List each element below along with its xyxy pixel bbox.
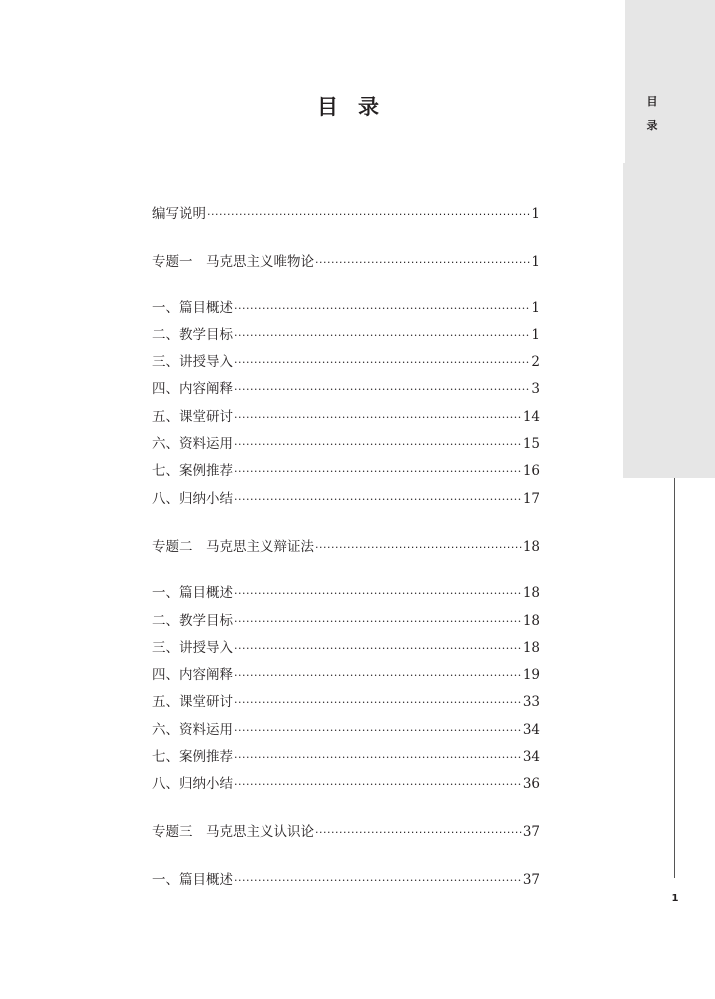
toc-dot-leader — [315, 253, 530, 273]
toc-dot-leader — [234, 721, 522, 741]
toc-dot-leader — [234, 435, 522, 455]
toc-dot-leader — [234, 748, 522, 768]
toc-entry[interactable] — [152, 665, 540, 685]
toc-dot-leader — [315, 823, 522, 843]
toc-entry[interactable] — [152, 352, 540, 372]
toc-entry-page: 14 — [522, 409, 540, 425]
toc-entry-label: 专题一 马克思主义唯物论 — [152, 254, 314, 270]
toc-entry[interactable] — [152, 298, 540, 318]
toc-dot-leader — [234, 326, 530, 346]
toc-entry-label: 编写说明 — [152, 206, 206, 222]
toc-entry[interactable] — [152, 489, 540, 509]
toc-entry[interactable] — [152, 537, 540, 557]
toc-entry-page: 18 — [522, 640, 540, 656]
toc-entry-label: 八、归纳小结 — [152, 776, 233, 792]
toc-entry-label: 专题三 马克思主义认识论 — [152, 824, 314, 840]
toc-dot-leader — [234, 380, 530, 400]
toc-dot-leader — [234, 299, 530, 319]
toc-entry-page: 19 — [522, 667, 540, 683]
toc-entry[interactable] — [152, 583, 540, 603]
toc-entry-page: 1 — [531, 300, 540, 316]
toc-entry-page: 18 — [522, 585, 540, 601]
margin-rule — [674, 478, 675, 878]
toc-dot-leader — [234, 639, 522, 659]
toc-entry-label: 四、内容阐释 — [152, 667, 233, 683]
toc-dot-leader — [234, 490, 522, 510]
toc-entry-page: 1 — [531, 206, 540, 222]
toc-entry[interactable] — [152, 325, 540, 345]
toc-entry-page: 1 — [531, 254, 540, 270]
toc-entry[interactable] — [152, 204, 540, 224]
toc-entry-label: 六、资料运用 — [152, 722, 233, 738]
toc-dot-leader — [234, 871, 522, 891]
toc-entry-page: 34 — [522, 722, 540, 738]
toc-dot-leader — [234, 408, 522, 428]
toc-entry[interactable] — [152, 252, 540, 272]
toc-entry-label: 五、课堂研讨 — [152, 409, 233, 425]
toc-title: 目录 — [317, 94, 399, 119]
toc-dot-leader — [234, 353, 530, 373]
toc-entry-label: 专题二 马克思主义辩证法 — [152, 539, 314, 555]
side-tab-label-char-1: 目 — [646, 95, 658, 108]
toc-entry-label: 八、归纳小结 — [152, 491, 233, 507]
side-tab — [623, 0, 715, 478]
toc-entry[interactable] — [152, 407, 540, 427]
toc-entry-label: 七、案例推荐 — [152, 749, 233, 765]
side-tab-edge — [623, 0, 625, 163]
toc-entry-label: 七、案例推荐 — [152, 463, 233, 479]
page-number: 1 — [671, 893, 679, 904]
toc-dot-leader — [234, 612, 522, 632]
toc-entry[interactable] — [152, 461, 540, 481]
toc-entry-label: 二、教学目标 — [152, 613, 233, 629]
toc-entry-page: 33 — [522, 694, 540, 710]
toc-entry-page: 34 — [522, 749, 540, 765]
toc-entry-label: 三、讲授导入 — [152, 640, 233, 656]
toc-entry-label: 五、课堂研讨 — [152, 694, 233, 710]
toc-entry[interactable] — [152, 822, 540, 842]
toc-entry-page: 15 — [522, 436, 540, 452]
toc-dot-leader — [207, 205, 530, 225]
toc-entry[interactable] — [152, 434, 540, 454]
toc-entry-page: 3 — [531, 381, 540, 397]
toc-entry-label: 一、篇目概述 — [152, 585, 233, 601]
toc-dot-leader — [234, 693, 522, 713]
toc-entry-label: 二、教学目标 — [152, 327, 233, 343]
toc-entry-label: 三、讲授导入 — [152, 354, 233, 370]
toc-entry-page: 17 — [522, 491, 540, 507]
toc-entry-label: 四、内容阐释 — [152, 381, 233, 397]
toc-entry-label: 一、篇目概述 — [152, 300, 233, 316]
toc-dot-leader — [234, 666, 522, 686]
toc-entry-label: 六、资料运用 — [152, 436, 233, 452]
toc-entry-page: 18 — [522, 539, 540, 555]
toc-entry[interactable] — [152, 692, 540, 712]
toc-entry[interactable] — [152, 611, 540, 631]
toc-entry-page: 36 — [522, 776, 540, 792]
toc-entry-page: 18 — [522, 613, 540, 629]
toc-entry-page: 37 — [522, 824, 540, 840]
toc-entry[interactable] — [152, 774, 540, 794]
toc-entry-page: 37 — [522, 872, 540, 888]
toc-entry-page: 16 — [522, 463, 540, 479]
toc-entry-page: 1 — [531, 327, 540, 343]
toc-entry[interactable] — [152, 638, 540, 658]
side-tab-label-char-2: 录 — [646, 119, 658, 132]
toc-entry-page: 2 — [531, 354, 540, 370]
toc-entry-label: 一、篇目概述 — [152, 872, 233, 888]
toc-entry[interactable] — [152, 870, 540, 890]
toc-entry[interactable] — [152, 747, 540, 767]
toc-dot-leader — [234, 775, 522, 795]
toc-dot-leader — [234, 584, 522, 604]
toc-dot-leader — [234, 462, 522, 482]
toc-entry[interactable] — [152, 379, 540, 399]
toc-entry[interactable] — [152, 720, 540, 740]
toc-dot-leader — [315, 538, 522, 558]
